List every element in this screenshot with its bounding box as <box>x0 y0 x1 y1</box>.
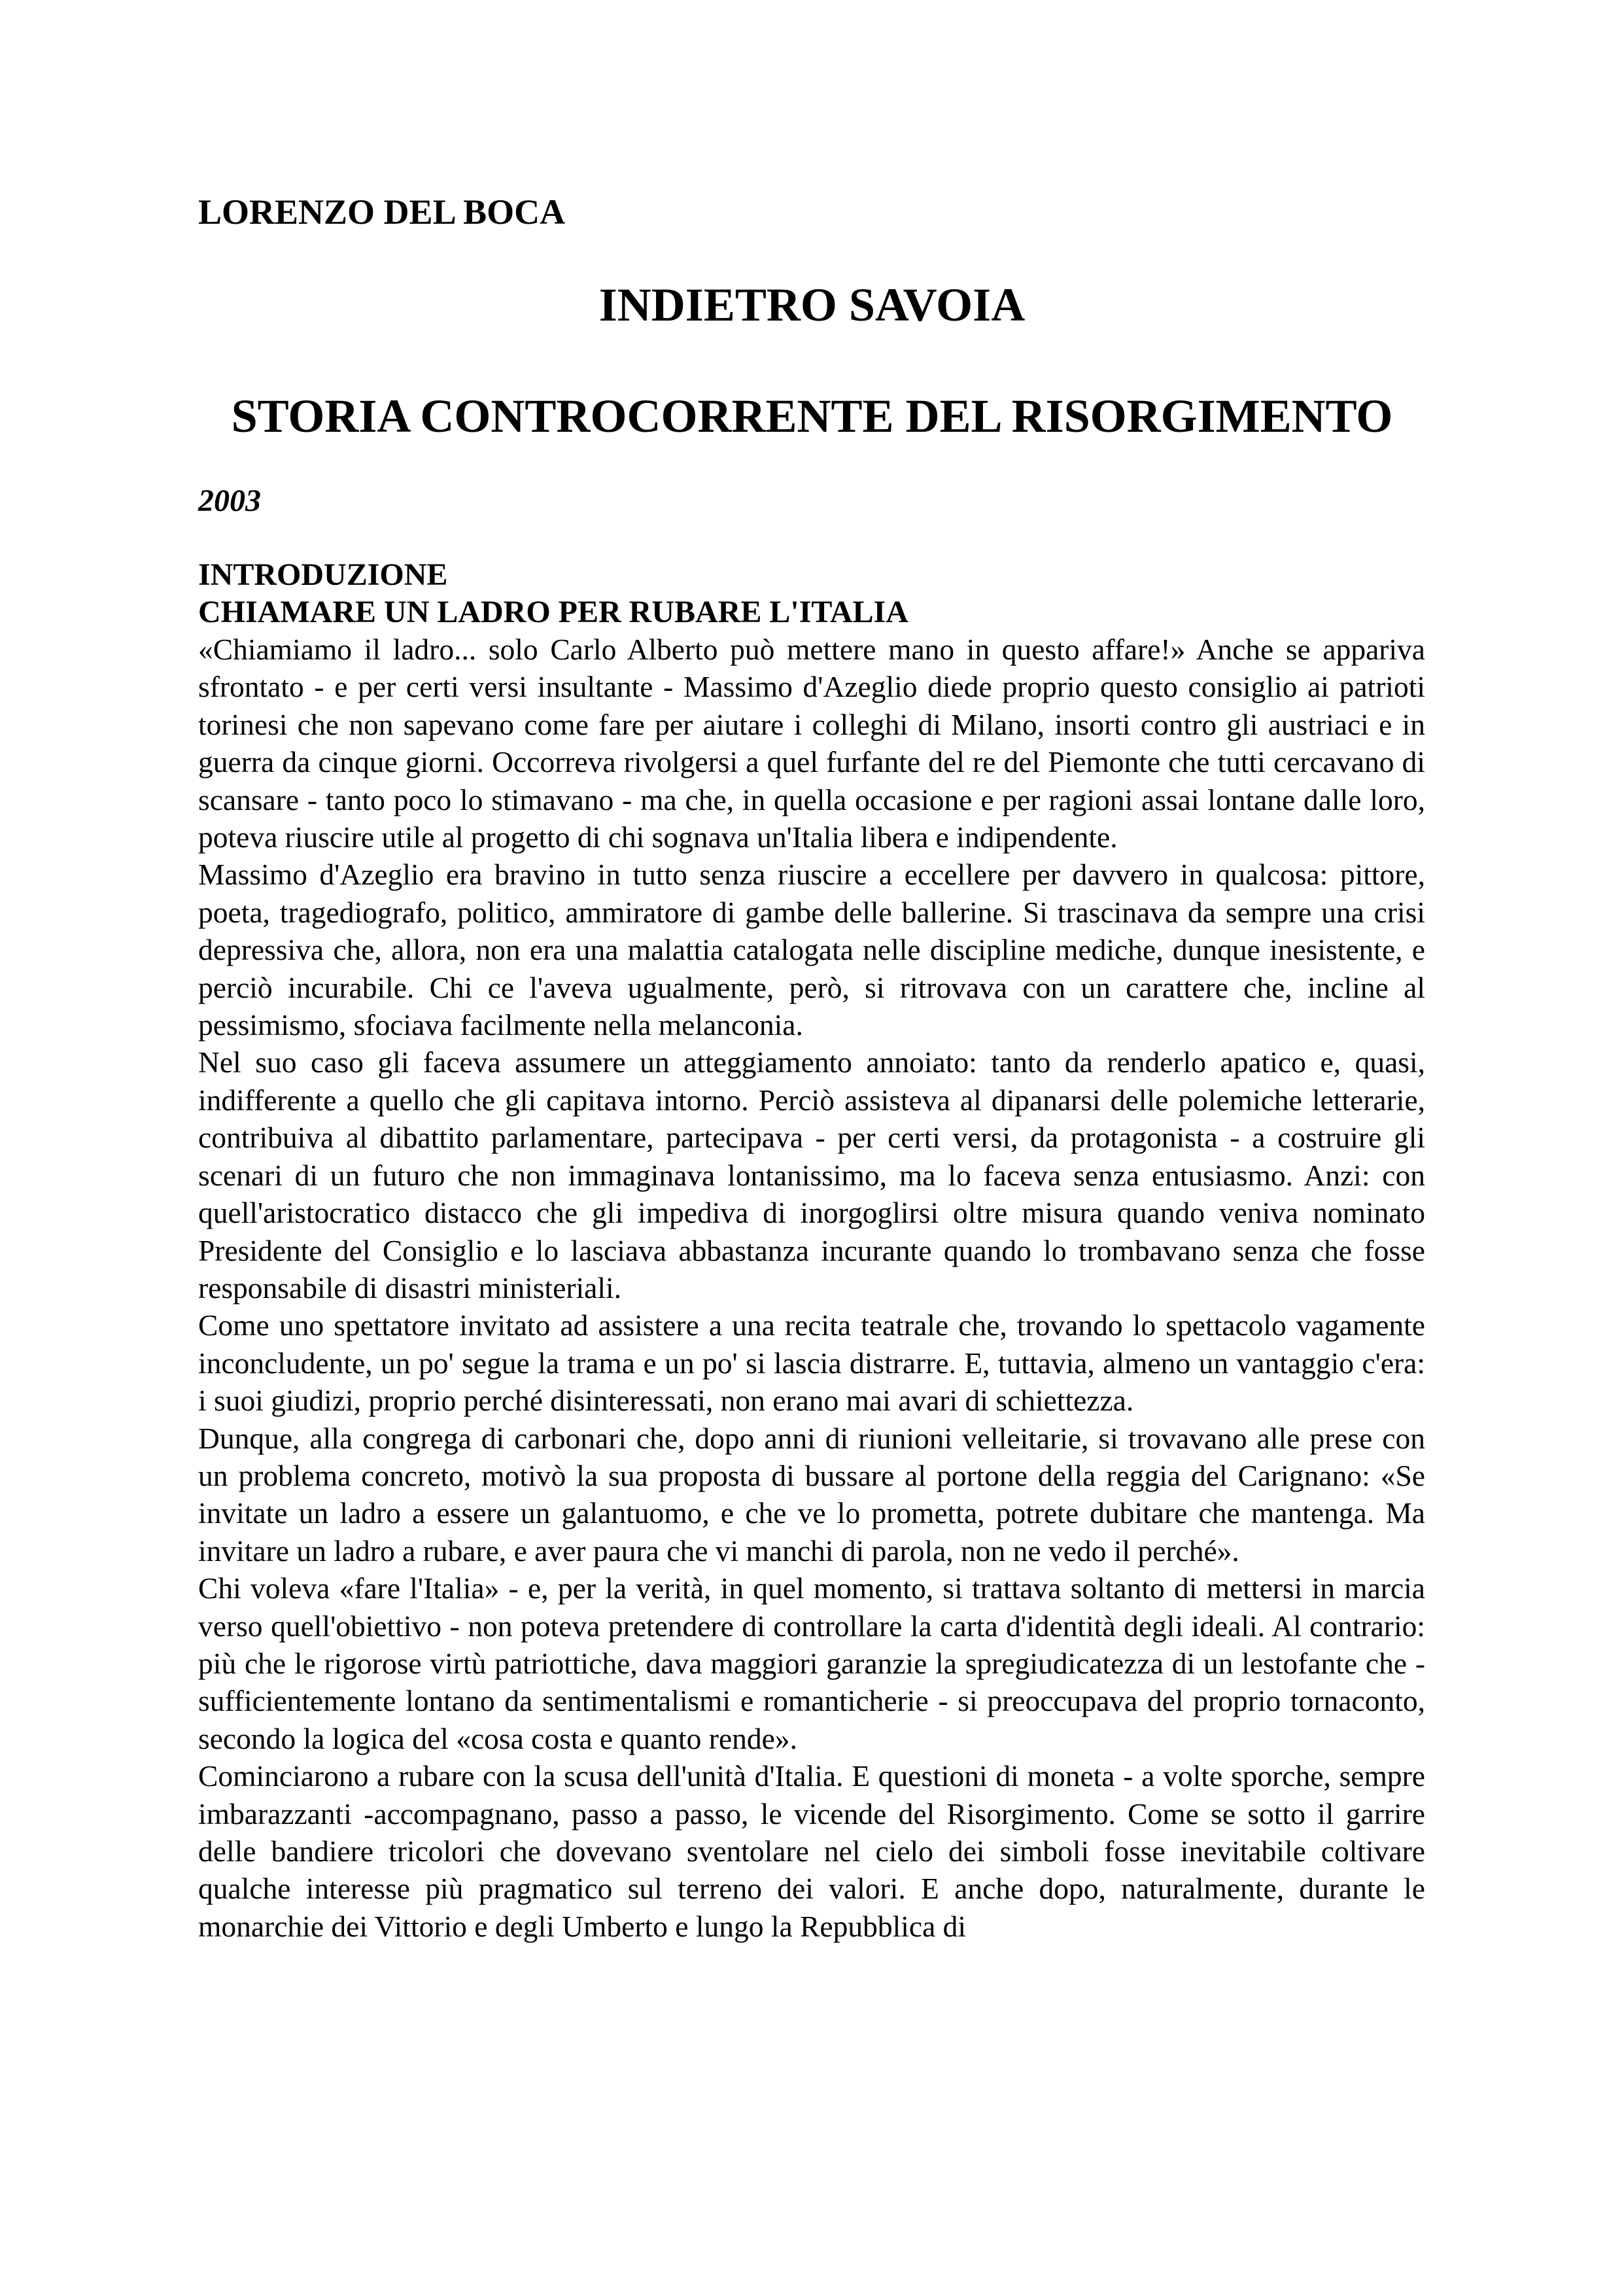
body-text <box>198 631 1425 1945</box>
paragraph: «Chiamiamo il ladro... solo Carlo Alberto può mettere mano in questo affare!» Anche se appariva sfrontato - e per certi versi insultante - Massimo d'Azeglio diede proprio questo consiglio ai patrioti torinesi che non sapevano come fare per aiutare i colleghi di Milano, insorti contro gli austriaci e in guerra da cinque giorni. Occorreva rivolgersi a quel furfante del re del Piemonte che tutti cercavano di scansare - tanto poco lo stimavano - ma che, in quella occasione e per ragioni assai lontane dalle loro, poteva riuscire utile al progetto di chi sognava un'Italia libera e indipendente. <box>198 633 1425 854</box>
paragraph: Chi voleva «fare l'Italia» - e, per la verità, in quel momento, si trattava soltanto di mettersi in marcia verso quell'obiettivo - non poteva pretendere di controllare la carta d'identità degli ideali. Al contrario: più che le rigorose virtù patriottiche, dava maggiori garanzie la spregiudicatezza di un lestofante che - sufficientemente lontano da sentimentalismi e romanticherie - si preoccupava del proprio tornaconto, secondo la logica del «cosa costa e quanto rende». <box>198 1571 1425 1755</box>
book-title: INDIETRO SAVOIA <box>598 279 1026 331</box>
paragraph: Massimo d'Azeglio era bravino in tutto senza riuscire a eccellere per davvero in qualcosa: pittore, poeta, tragediografo, politico, ammiratore di gambe delle ballerine. Si trascinava da sempre una crisi depressiva che, allora, non era una malattia catalogata nelle discipline mediche, dunque inesistente, e perciò incurabile. Chi ce l'aveva ugualmente, però, si ritrovava con un carattere che, incline al pessimismo, sfociava facilmente nella melanconia. <box>198 858 1425 1042</box>
section-heading: INTRODUZIONE <box>198 557 448 592</box>
paragraph: Dunque, alla congrega di carbonari che, dopo anni di riunioni velleitarie, si trovavano alle prese con un problema concreto, motivò la sua proposta di bussare al portone della reggia del Carignano: «Se invitate un ladro a essere un galantuomo, e che ve lo prometta, potrete dubitare che mantenga. Ma invitare un ladro a rubare, e aver paura che vi manchi di parola, non ne vedo il perché». <box>198 1421 1425 1568</box>
paragraph: Come uno spettatore invitato ad assistere a una recita teatrale che, trovando lo spettacolo vagamente inconcludente, un po' segue la trama e un po' si lascia distrarre. E, tuttavia, almeno un vantaggio c'era: i suoi giudizi, proprio perché disinteressati, non erano mai avari di schiettezza. <box>198 1308 1425 1418</box>
chapter-heading: CHIAMARE UN LADRO PER RUBARE L'ITALIA <box>198 595 908 629</box>
book-subtitle: STORIA CONTROCORRENTE DEL RISORGIMENTO <box>231 390 1393 442</box>
paragraph: Nel suo caso gli faceva assumere un atteggiamento annoiato: tanto da renderlo apatico e, quasi, indifferente a quello che gli capitava intorno. Perciò assisteva al dipanarsi delle polemiche letterarie, contribuiva al dibattito parlamentare, partecipava - per certi versi, da protagonista - a costruire gli scenari di un futuro che non immaginava lontanissimo, ma lo faceva senza entusiasmo. Anzi: con quell'aristocratico distacco che gli impediva di inorgoglirsi oltre misura quando veniva nominato Presidente del Consiglio e lo lasciava abbastanza incurante quando lo trombavano senza che fosse responsabile di disastri ministeriali. <box>198 1045 1425 1305</box>
paragraph: Cominciarono a rubare con la scusa dell'unità d'Italia. E questioni di moneta - a volte sporche, sempre imbarazzanti -accompagnano, passo a passo, le vicende del Risorgimento. Come se sotto il garrire delle bandiere tricolori che dovevano sventolare nel cielo dei simboli fosse inevitabile coltivare qualche interesse più pragmatico sul terreno dei valori. E anche dopo, naturalmente, durante le monarchie dei Vittorio e degli Umberto e lungo la Repubblica di <box>198 1759 1425 1943</box>
publication-year: 2003 <box>198 483 261 518</box>
author-name: LORENZO DEL BOCA <box>198 192 566 232</box>
